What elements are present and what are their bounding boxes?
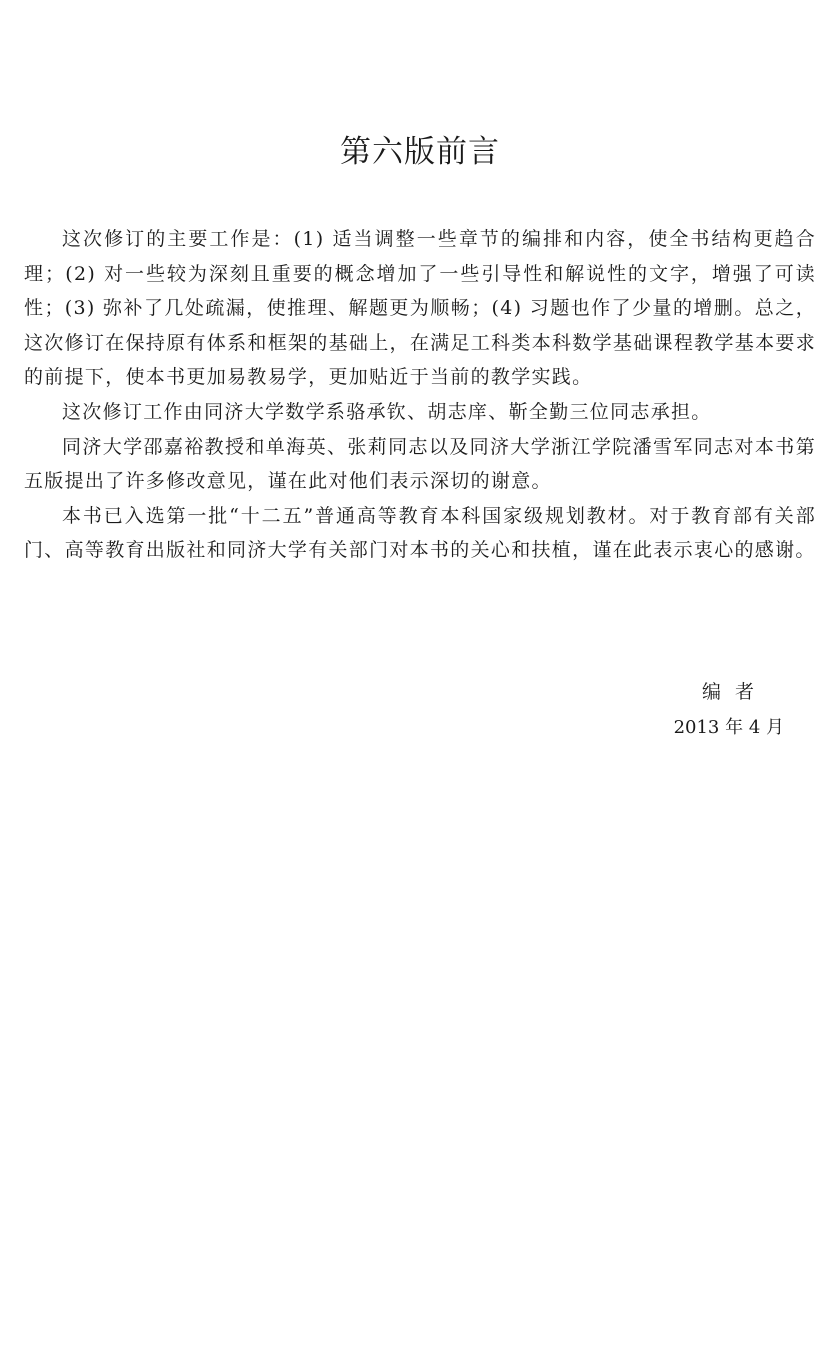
signature-block <box>584 674 784 746</box>
paragraph-revisers: 这次修订工作由同济大学数学系骆承钦、胡志庠、靳全勤三位同志承担。 <box>62 400 712 423</box>
signature-author: 编者 <box>701 681 768 703</box>
document-page <box>24 0 816 1348</box>
paragraph-revision-work: 这次修订的主要工作是：(1) 适当调整一些章节的编排和内容，使全书结构更趋合理；(2) 对一些较为深刻且重要的概念增加了一些引导性和解说性的文字，增强了可读性；(3) 弥补了几处疏漏，使推理、解题更为顺畅；(4) 习题也作了少量的增删。总之，这次修订在保持原有体系和框架的基础上，在满足工科类本科数学基础课程教学基本要求的前提下，使本书更加易教易学，更加贴近于当前的教学实践。 <box>24 228 816 389</box>
signature-date: 2013 年 4 月 <box>673 717 784 738</box>
page-title: 第六版前言 <box>340 134 500 170</box>
paragraph-acknowledgement: 同济大学邵嘉裕教授和单海英、张莉同志以及同济大学浙江学院潘雪军同志对本书第五版提出了许多修改意见，谨在此对他们表示深切的谢意。 <box>24 435 816 493</box>
preface-body <box>24 222 816 568</box>
paragraph-selection-thanks: 本书已入选第一批“十二五”普通高等教育本科国家级规划教材。对于教育部有关部门、高等教育出版社和同济大学有关部门对本书的关心和扶植，谨在此表示衷心的感谢。 <box>24 504 816 562</box>
